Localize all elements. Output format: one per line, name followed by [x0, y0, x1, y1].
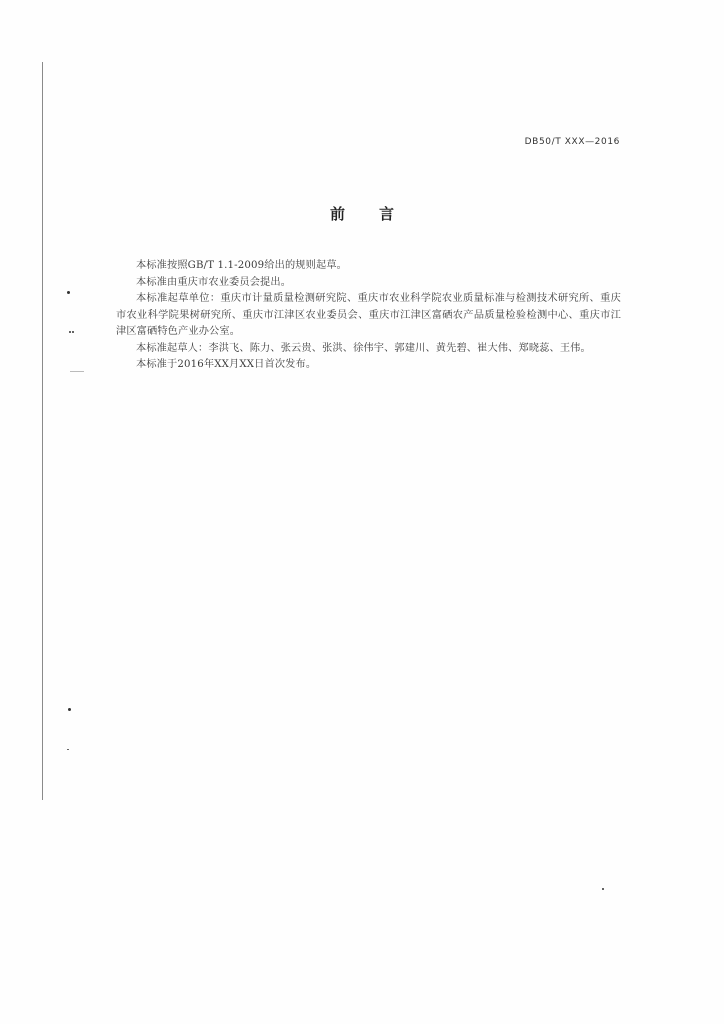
document-code: DB50/T XXX—2016 — [524, 137, 620, 147]
paragraph-drafting-units: 本标准起草单位：重庆市计量质量检测研究院、重庆市农业科学院农业质量标准与检测技术研究所、重庆市农业科学院果树研究所、重庆市江津区农业委员会、重庆市江津区富硒农产品质量检验检测中心、重庆市江津区富硒特色产业办公室。 — [116, 293, 621, 337]
scan-speck — [69, 331, 71, 333]
paragraph-release-date: 本标准于2016年XX月XX日首次发布。 — [136, 359, 317, 370]
title-char-2: 言 — [379, 205, 395, 223]
paragraph-standard-basis: 本标准按照GB/T 1.1-2009给出的规则起草。 — [136, 260, 347, 271]
scan-speck — [72, 331, 74, 333]
paragraph-drafters: 本标准起草人：李洪飞、陈力、张云贵、张洪、徐伟宇、郭建川、黄先碧、崔大伟、郑晓蕊、王伟。 — [136, 342, 591, 354]
title-char-1: 前 — [329, 205, 345, 223]
binding-margin-line — [42, 62, 43, 800]
scan-speck — [67, 749, 69, 750]
page-title — [0, 203, 724, 224]
scan-speck — [602, 888, 604, 890]
paragraph-proposer: 本标准由重庆市农业委员会提出。 — [136, 276, 292, 288]
foreword-body — [116, 258, 621, 374]
scan-speck — [68, 708, 71, 711]
scan-dash — [70, 371, 84, 372]
scan-speck — [67, 291, 70, 294]
